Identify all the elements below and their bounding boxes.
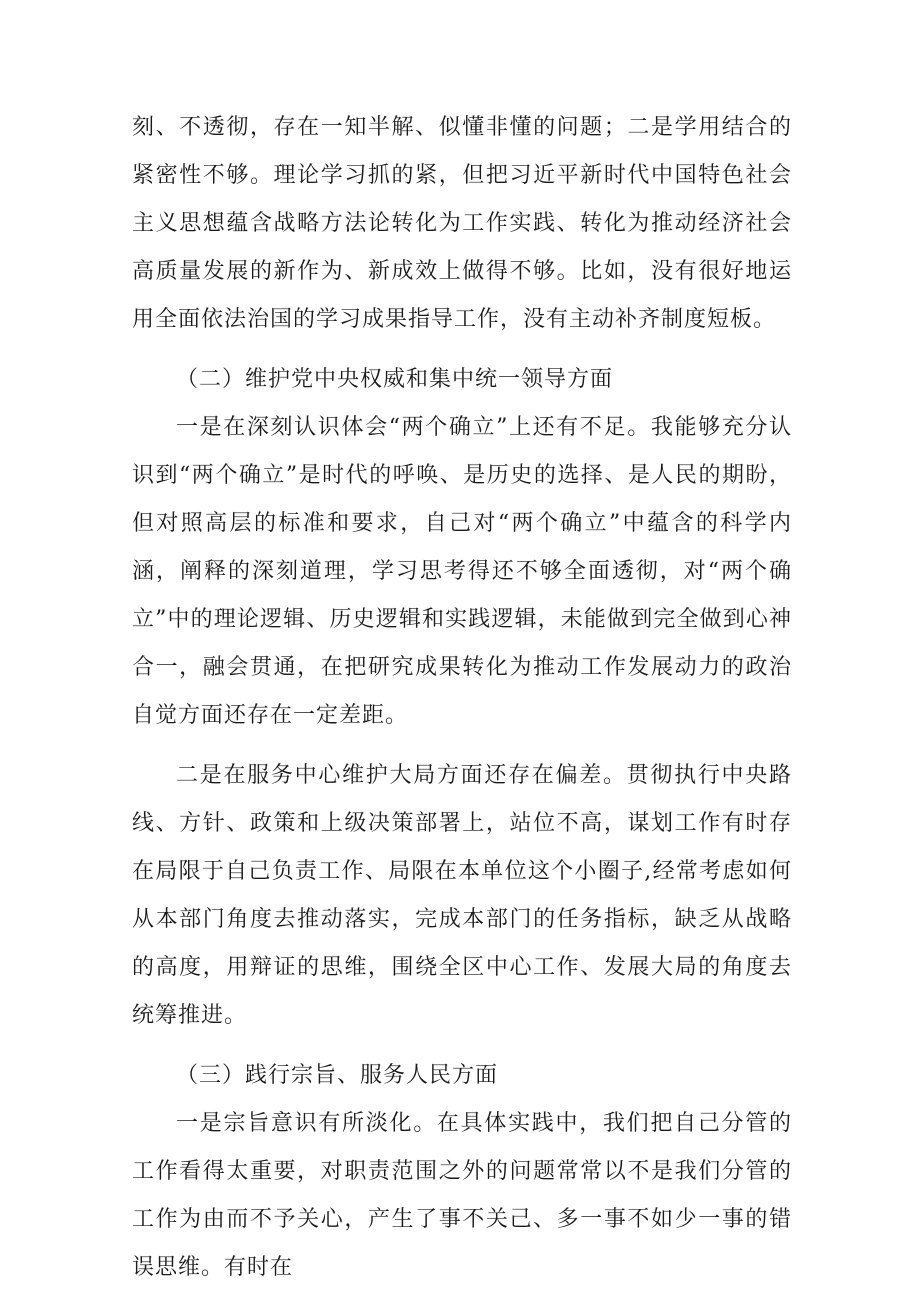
document-body [132, 104, 792, 1304]
paragraph-continued: 刻、不透彻，存在一知半解、似懂非懂的问题；二是学用结合的紧密性不够。理论学习抓的紧，但把习近平新时代中国特色社会主义思想蕴含战略方法论转化为工作实践、转化为推动经济社会高质量发展的新作为、新成效上做得不够。比如，没有很好地运用全面依法治国的学习成果指导工作，没有主动补齐制度短板。 [132, 115, 792, 332]
paragraph-purpose-awareness: 一是宗旨意识有所淡化。在具体实践中，我们把自己分管的工作看得太重要，对职责范围之外的问题常常以不是我们分管的工作为由而不予关心，产生了事不关己、多一事不如少一事的错误思维。有时在 [132, 1111, 792, 1280]
section-heading-three: （三）践行宗旨、服务人民方面 [176, 1063, 499, 1088]
paragraph-two-confirmations: 一是在深刻认识体会“两个确立”上还有不足。我能够充分认识到“两个确立”是时代的呼唤、是历史的选择、是人民的期盼，但对照高层的标准和要求，自己对“两个确立”中蕴含的科学内涵，阐释的深刻道理，学习思考得还不够全面透彻，对“两个确立”中的理论逻辑、历史逻辑和实践逻辑，未能做到完全做到心神合一，融会贯通，在把研究成果转化为推动工作发展动力的政治自觉方面还存在一定差距。 [132, 415, 792, 728]
section-heading-two: （二）维护党中央权威和集中统一领导方面 [176, 367, 614, 392]
paragraph-service-center: 二是在服务中心维护大局方面还存在偏差。贯彻执行中央路线、方针、政策和上级决策部署上，站位不高，谋划工作有时存在局限于自己负责工作、局限在本单位这个小圈子,经常考虑如何从本部门角度去推动落实，完成本部门的任务指标，缺乏从战略的高度，用辩证的思维，围绕全区中心工作、发展大局的角度去统筹推进。 [132, 763, 792, 1028]
